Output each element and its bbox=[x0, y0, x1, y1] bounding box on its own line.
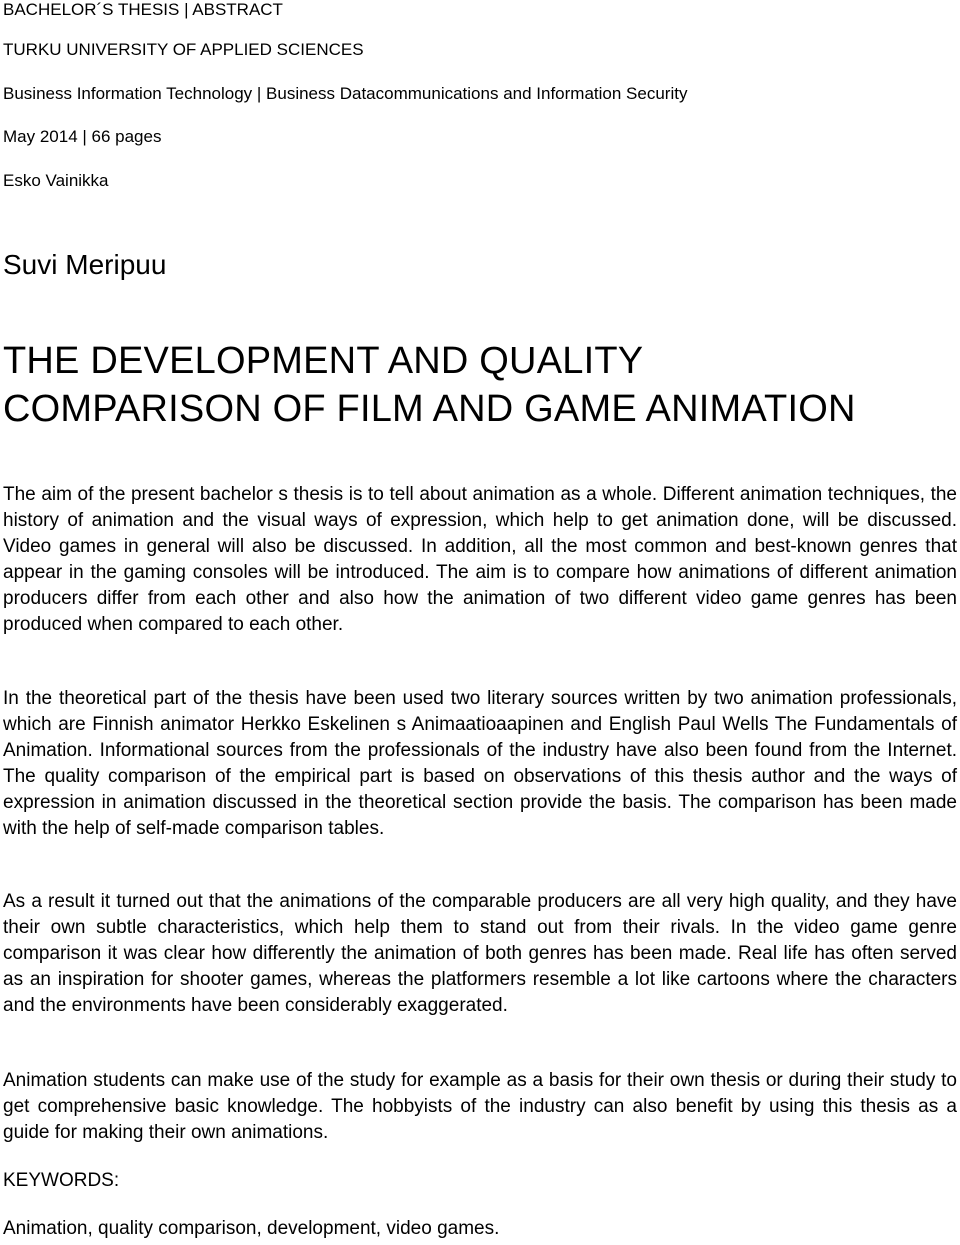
thesis-title-line-2: COMPARISON OF FILM AND GAME ANIMATION bbox=[3, 388, 856, 430]
programme-line: Business Information Technology | Business Datacommunications and Information Security bbox=[3, 84, 688, 103]
abstract-paragraph-2: In the theoretical part of the thesis have been used two literary sources written by two animation professionals, which are Finnish animator Herkko Eskelinen s Animaatioaapinen and English Paul Wells The Fundamentals of Animation. Informational sources from the professionals of the industry have also been found from the Internet. The quality comparison of the empirical part is based on observations of this thesis author and the ways of expression in animation discussed in the theoretical section provide the basis. The comparison has been made with the help of self-made comparison tables. bbox=[3, 688, 957, 839]
supervisor-line: Esko Vainikka bbox=[3, 171, 109, 190]
date-pages-line: May 2014 | 66 pages bbox=[3, 127, 162, 146]
abstract-paragraph-4: Animation students can make use of the study for example as a basis for their own thesis or during their study to get comprehensive basic knowledge. The hobbyists of the industry can also benefit by using this thesis as a guide for making their own animations. bbox=[3, 1070, 957, 1143]
author-name: Suvi Meripuu bbox=[3, 249, 167, 280]
keywords-value: Animation, quality comparison, development, video games. bbox=[3, 1218, 500, 1239]
document-type-line: BACHELOR´S THESIS | ABSTRACT bbox=[3, 0, 283, 19]
abstract-paragraph-3: As a result it turned out that the animations of the comparable producers are all very high quality, and they have their own subtle characteristics, which help them to stand out from their rivals. In the video game genre comparison it was clear how differently the animation of both genres has been made. Real life has often served as an inspiration for shooter games, whereas the platformers resemble a lot like cartoons where the characters and the environments have been considerably exaggerated. bbox=[3, 891, 957, 1016]
thesis-title-line-1: THE DEVELOPMENT AND QUALITY bbox=[3, 340, 644, 382]
thesis-title bbox=[3, 337, 856, 433]
keywords-label: KEYWORDS: bbox=[3, 1170, 120, 1191]
abstract-paragraph-1: The aim of the present bachelor s thesis is to tell about animation as a whole. Different animation techniques, the history of animation and the visual ways of expression, which help to get animation done, will be discussed. Video games in general will also be discussed. In addition, all the most common and best-known genres that appear in the gaming consoles will be introduced. The aim is to compare how animations of different animation producers differ from each other and also how the animation of two different video game genres has been produced when compared to each other. bbox=[3, 484, 957, 635]
institution-line: TURKU UNIVERSITY OF APPLIED SCIENCES bbox=[3, 40, 364, 59]
